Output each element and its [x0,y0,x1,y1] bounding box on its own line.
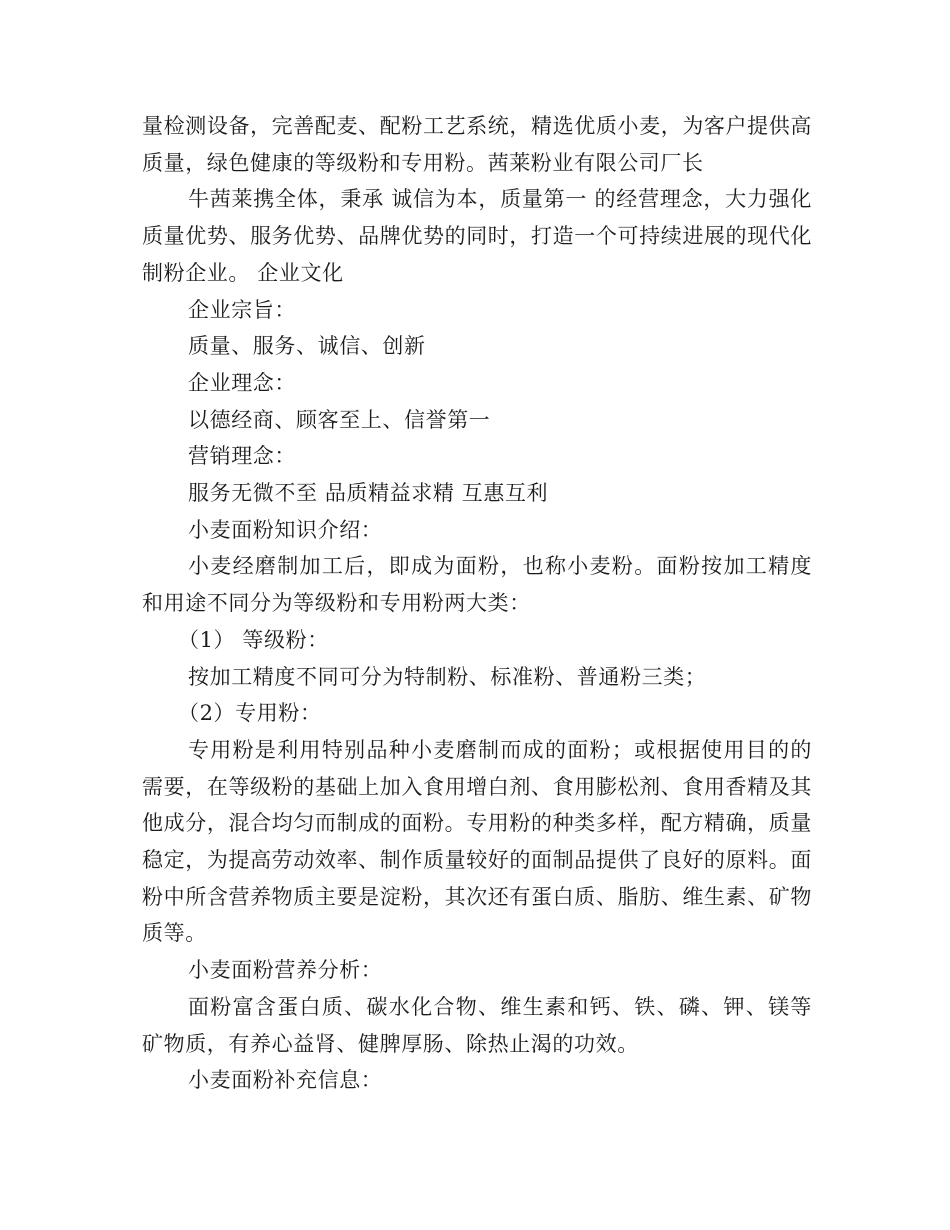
paragraph-flour-overview: 小麦经磨制加工后，即成为面粉，也称小麦粉。面粉按加工精度和用途不同分为等级粉和专用粉两大类： [142,554,812,616]
company-purpose-text: 质量、服务、诚信、创新 [188,334,426,359]
heading-company-concept: 企业理念： [188,370,296,395]
heading-special-flour: （2）专用粉： [178,701,322,726]
heading-company-purpose: 企业宗旨： [188,297,296,322]
heading-nutrition-analysis: 小麦面粉营养分析： [188,958,383,983]
heading-marketing-concept: 营销理念： [188,444,296,469]
heading-flour-knowledge: 小麦面粉知识介绍： [188,517,383,542]
paragraph-nutrition: 面粉富含蛋白质、碳水化合物、维生素和钙、铁、磷、钾、镁等矿物质，有养心益肾、健脾厚肠、除热止渴的功效。 [142,994,812,1056]
heading-supplementary-info: 小麦面粉补充信息： [188,1068,383,1093]
document-body [142,108,812,1099]
heading-grade-flour: （1） 等级粉： [178,627,329,652]
paragraph-company-philosophy: 牛茜莱携全体，秉承 诚信为本，质量第一 的经营理念，大力强化质量优势、服务优势、品牌优势的同时，打造一个可持续进展的现代化制粉企业。 企业文化 [142,187,812,285]
grade-flour-text: 按加工精度不同可分为特制粉、标准粉、普通粉三类； [188,664,707,689]
company-concept-text: 以德经商、顾客至上、信誉第一 [188,407,491,432]
marketing-concept-text: 服务无微不至 品质精益求精 互惠互利 [188,481,549,506]
paragraph-intro-continued: 量检测设备，完善配麦、配粉工艺系统，精选优质小麦，为客户提供高质量，绿色健康的等级粉和专用粉。茜莱粉业有限公司厂长 [142,114,812,175]
paragraph-special-flour: 专用粉是利用特别品种小麦磨制而成的面粉；或根据使用目的的需要，在等级粉的基础上加入食用增白剂、食用膨松剂、食用香精及其他成分，混合均匀而制成的面粉。专用粉的种类多样，配方精确，质量稳定，为提高劳动效率、制作质量较好的面制品提供了良好的原料。面粉中所含营养物质主要是淀粉，其次还有蛋白质、脂肪、维生素、矿物质等。 [142,737,812,946]
